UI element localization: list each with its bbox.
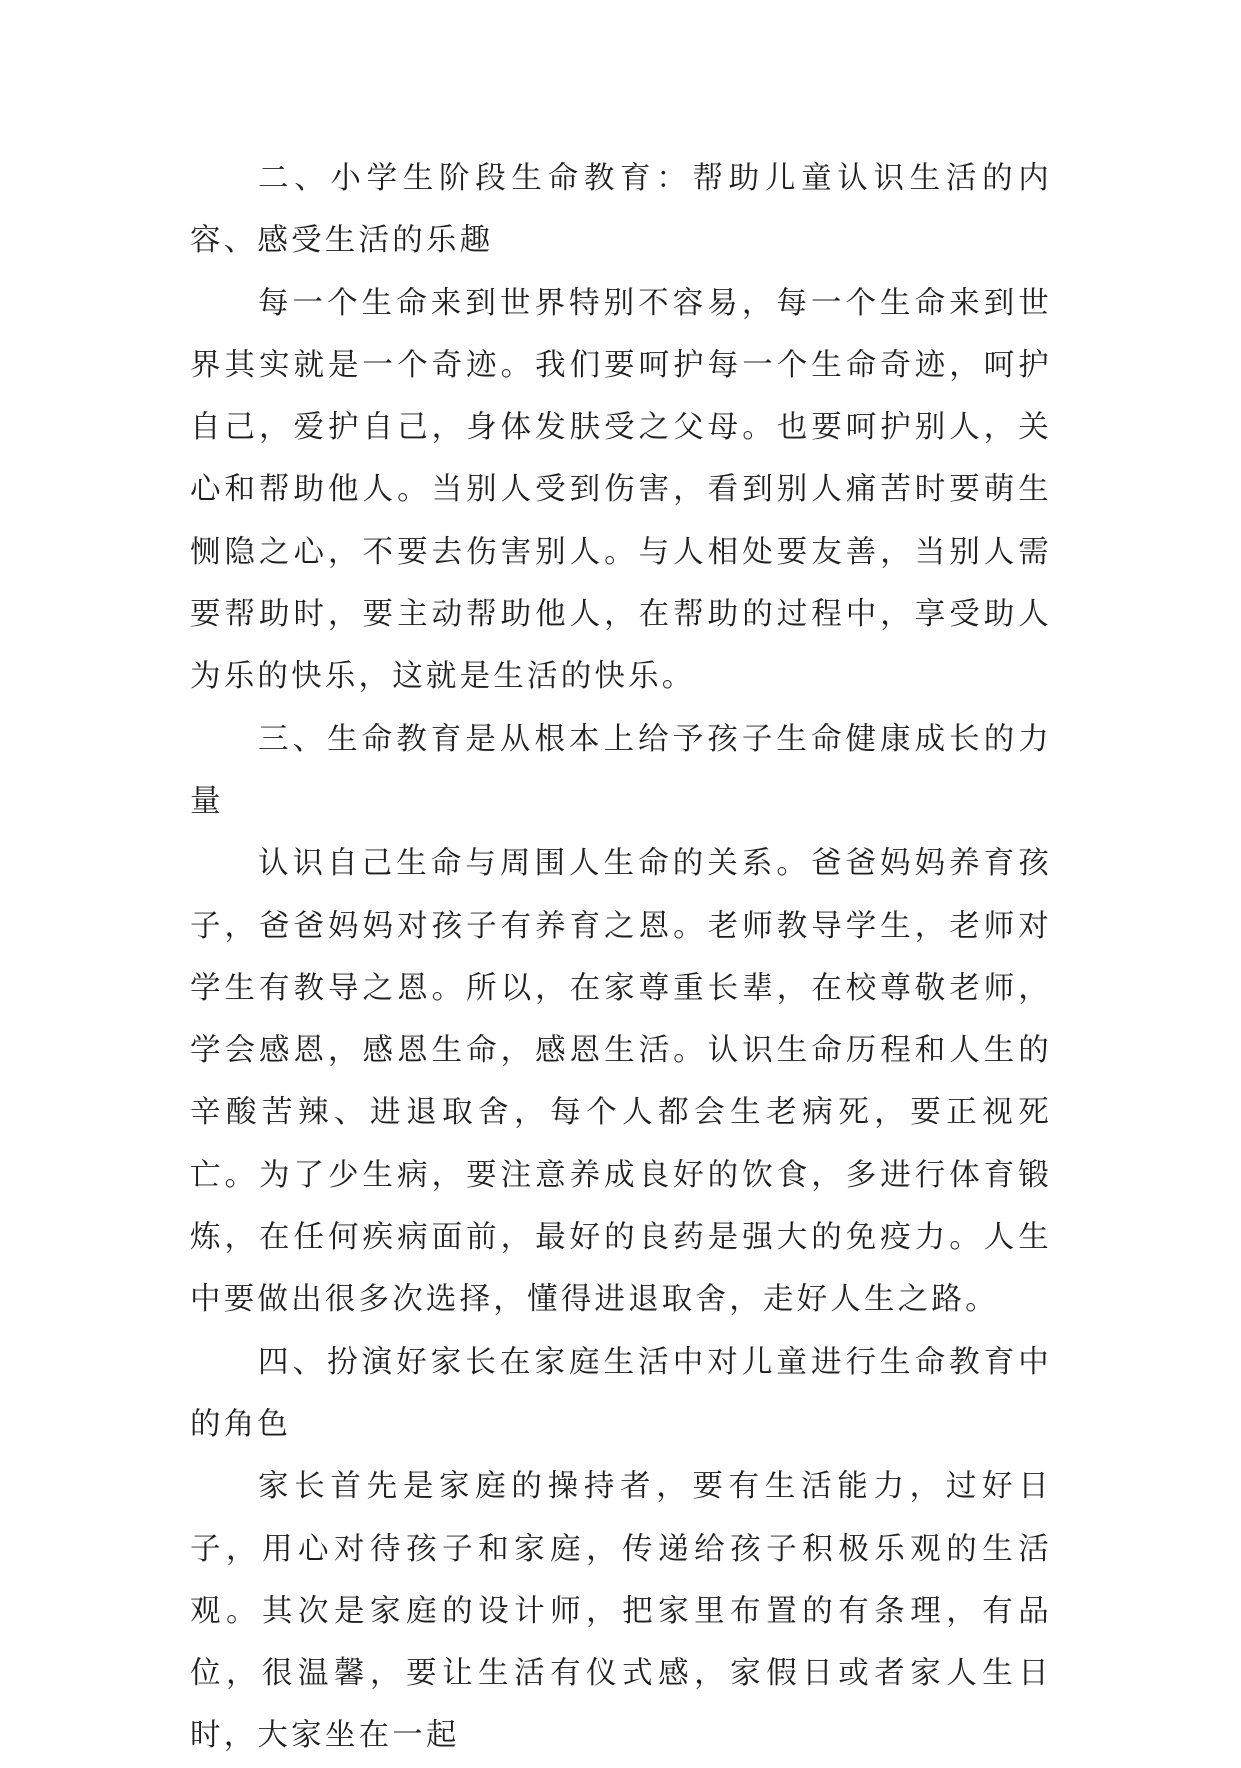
section-heading-2: 二、小学生阶段生命教育：帮助儿童认识生活的内容、感受生活的乐趣 <box>190 161 1052 259</box>
paragraph-3: 家长首先是家庭的操持者，要有生活能力，过好日子，用心对待孩子和家庭，传递给孩子积极乐观的生活观。其次是家庭的设计师，把家里布置的有条理，有品位，很温馨，要让生活有仪式感，家假日或者家人生日时，大家坐在一起 <box>190 1469 1052 1754</box>
paragraph-2: 认识自己生命与周围人生命的关系。爸爸妈妈养育孩子，爸爸妈妈对孩子有养育之恩。老师教导学生，老师对学生有教导之恩。所以，在家尊重长辈，在校尊敬老师，学会感恩，感恩生命，感恩生活。认识生命历程和人生的辛酸苦辣、进退取舍，每个人都会生老病死，要正视死亡。为了少生病，要注意养成良好的饮食，多进行体育锻炼，在任何疾病面前，最好的良药是强大的免疫力。人生中要做出很多次选择，懂得进退取舍，走好人生之路。 <box>190 846 1052 1318</box>
document-body <box>190 148 1052 1768</box>
paragraph-1: 每一个生命来到世界特别不容易，每一个生命来到世界其实就是一个奇迹。我们要呵护每一个生命奇迹，呵护自己，爱护自己，身体发肤受之父母。也要呵护别人，关心和帮助他人。当别人受到伤害，看到别人痛苦时要萌生恻隐之心，不要去伤害别人。与人相处要友善，当别人需要帮助时，要主动帮助他人，在帮助的过程中，享受助人为乐的快乐，这就是生活的快乐。 <box>190 285 1052 695</box>
section-heading-3: 三、生命教育是从根本上给予孩子生命健康成长的力量 <box>190 721 1052 819</box>
section-heading-4: 四、扮演好家长在家庭生活中对儿童进行生命教育中的角色 <box>190 1344 1052 1442</box>
